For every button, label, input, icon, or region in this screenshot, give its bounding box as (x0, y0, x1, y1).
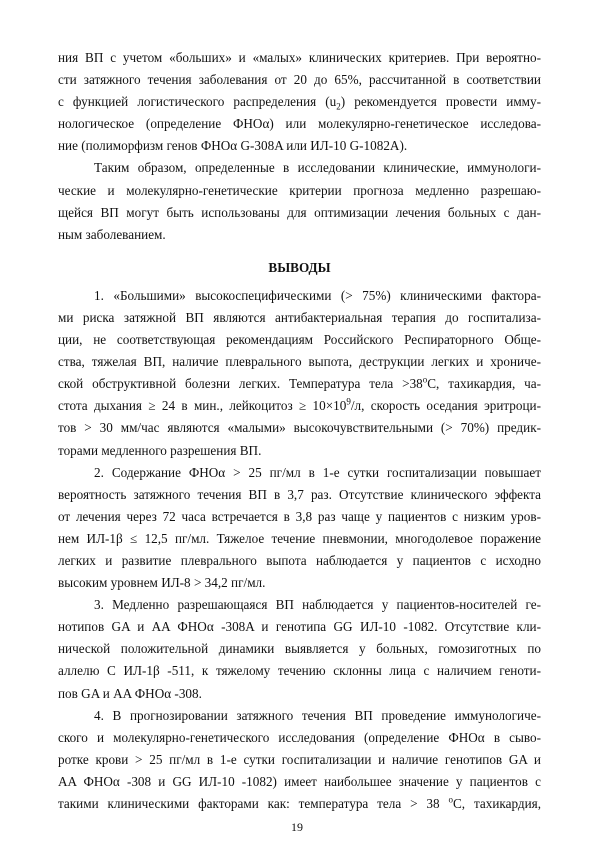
text-line: высоким уровнем ИЛ-8 > 34,2 пг/мл. (58, 575, 266, 591)
superscript: о (422, 374, 428, 385)
intro-paragraph-1 (58, 47, 541, 157)
intro-paragraph-2 (58, 157, 541, 245)
subscript: 2 (336, 101, 341, 112)
document-page (58, 47, 541, 815)
superscript: 9 (346, 396, 351, 407)
text-line: от лечения через 72 часа встречается в 3,8 раз чаще у пациентов с низким уров- (58, 508, 541, 524)
text-line: нической положительной динамики выявляется у больных, гомозиготных по (58, 641, 541, 657)
text-line: ния ВП с учетом «больших» и «малых» клинических критериев. При вероятно- (58, 50, 541, 65)
text-line (58, 793, 541, 815)
text-fragment: /л, скорость оседания эритроци- (350, 398, 541, 414)
text-line: 3. Медленно разрешающаяся ВП наблюдается у пациентов-носителей ге- (94, 597, 541, 613)
text-fragment: такими клиническими факторами как: температура тела > 38 (58, 796, 449, 811)
conclusion-1 (58, 285, 541, 462)
text-line: 1. «Большими» высокоспецифическими (> 75%) клиническими фактора- (94, 287, 541, 303)
text-line (58, 373, 541, 395)
text-fragment: С, тахикардия, ча- (427, 376, 541, 392)
conclusion-3 (58, 594, 541, 704)
text-line: ства, тяжелая ВП, наличие плеврального выпота, деструкции легких и хрониче- (58, 354, 541, 370)
text-line (58, 91, 541, 113)
text-line: щейся ВП могут быть использованы для оптимизации лечения больных с дан- (58, 204, 541, 220)
text-fragment: стота дыхания ≥ 24 в мин., лейкоцитоз ≥ 10×10 (58, 398, 347, 414)
page-number: 19 (291, 820, 303, 834)
text-line: нотипов GA и AA ФНОα -308A и генотипа GG ИЛ-10 -1082. Отсутствие кли- (58, 619, 541, 635)
text-line: аллелю C ИЛ-1β -511, к тяжелому течению склонны лица с наличием геноти- (58, 663, 541, 679)
text-line: ми риска затяжной ВП являются антибактериальная терапия до госпитализа- (58, 309, 541, 325)
text-line: нем ИЛ-1β ≤ 12,5 пг/мл. Тяжелое течение пневмонии, многодолевое поражение (58, 530, 541, 546)
text-line: торами медленного разрешения ВП. (58, 442, 262, 458)
text-line: ческие и молекулярно-генетические критерии прогноза медленно разрешаю- (58, 182, 541, 198)
text-line: ции, не соответствующая рекомендациям Российского Респираторного Обще- (58, 332, 541, 348)
text-line: сти затяжного течения заболевания от 20 до 65%, рассчитанной в соответствии (58, 72, 541, 88)
text-line: 4. В прогнозировании затяжного течения ВП проведение иммунологиче- (94, 707, 541, 723)
text-line: пов GA и AA ФНОα -308. (58, 685, 202, 701)
superscript: о (448, 794, 453, 805)
text-line: ского и молекулярно-генетического исследования (определение ФНОα в сыво- (58, 729, 541, 745)
text-line: ным заболеванием. (58, 226, 166, 242)
text-line (58, 395, 541, 417)
text-line: вероятность затяжного течения ВП в 3,7 раз. Отсутствие клинического эффекта (58, 486, 541, 502)
text-line: тов > 30 мм/час являются «малыми» высокочувствительными (> 70%) предик- (58, 420, 541, 436)
text-fragment: с функцией логистического распределения (u (58, 94, 337, 110)
conclusion-2 (58, 462, 541, 595)
section-heading: ВЫВОДЫ (268, 259, 331, 275)
text-line: ротке крови > 25 пг/мл в 1-е сутки госпитализации и наличие генотипов GA и (58, 751, 541, 767)
text-line: ние (полиморфизм генов ФНОα G-308A или ИЛ-10 G-1082A). (58, 138, 408, 154)
text-fragment: С, тахикардия, (452, 796, 541, 811)
text-line: AA ФНОα -308 и GG ИЛ-10 -1082) имеет наибольшее значение у пациентов с (58, 773, 541, 789)
text-fragment: ) рекомендуется провести имму- (340, 94, 541, 110)
text-line: Таким образом, определенные в исследовании клинические, иммунологи- (94, 160, 541, 176)
text-line: 2. Содержание ФНОα > 25 пг/мл в 1-е сутки госпитализации повышает (94, 464, 541, 480)
text-line: нологическое (определение ФНОα) или молекулярно-генетическое исследова- (58, 116, 541, 132)
text-fragment: ской обструктивной болезни легких. Температура тела >38 (58, 376, 423, 392)
text-line: легких и развитие плеврального выпота наблюдается у пациентов с исходно (58, 552, 541, 568)
conclusion-4 (58, 705, 541, 815)
